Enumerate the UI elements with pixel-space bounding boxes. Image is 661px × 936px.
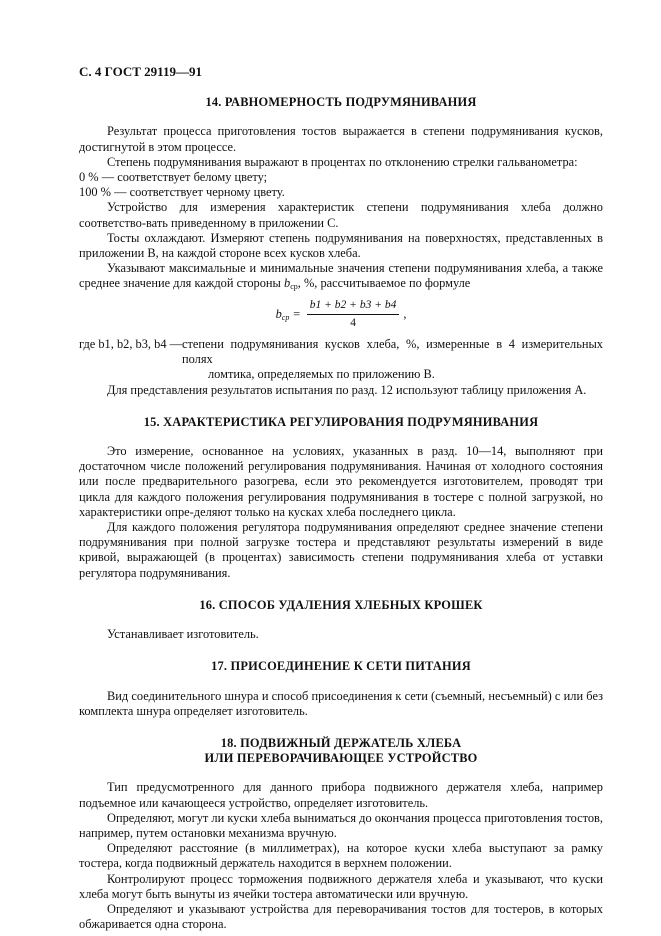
section-14-title: 14. РАВНОМЕРНОСТЬ ПОДРУМЯНИВАНИЯ	[205, 95, 477, 110]
paragraph: Тип предусмотренного для данного прибора подвижного держателя хлеба, например подъемное или качающееся устройство, определяет изготовитель.	[79, 780, 603, 810]
paragraph: Тосты охлаждают. Измеряют степень подрумянивания на поверхностях, представленных в приложении В, на каждой стороне всех кусков хлеба.	[79, 230, 603, 261]
paragraph: Определяют расстояние (в миллиметрах), на которое куски хлеба выступают за рамку тостера, когда подвижный держатель находится в верхнем положении.	[79, 841, 603, 871]
section-18	[79, 736, 603, 932]
paragraph: Для представления результатов испытания по разд. 12 используют таблицу приложения А.	[107, 382, 587, 397]
formula-lhs: $b_{ср}$ =	[275, 306, 301, 322]
formula-fraction	[307, 298, 400, 331]
formula-numerator: b1 + b2 + b3 + b4	[307, 298, 400, 315]
section-18-title-line1: 18. ПОДВИЖНЫЙ ДЕРЖАТЕЛЬ ХЛЕБА	[220, 735, 462, 750]
section-15-body	[79, 444, 603, 581]
paragraph: Контролируют процесс торможения подвижного держателя хлеба и указывают, что куски хлеба могут быть вынуты из ячейки тостера автоматически или вручную.	[79, 871, 603, 901]
paragraph: 0 % — соответствует белому цвету;	[79, 170, 268, 185]
section-17	[79, 659, 603, 719]
paragraph: Устройство для измерения характеристик степени подрумянивания хлеба должно соответство-вать приведенному в приложении С.	[79, 200, 603, 230]
paragraph	[79, 261, 603, 291]
section-15-title: 15. ХАРАКТЕРИСТИКА РЕГУЛИРОВАНИЯ ПОДРУМЯНИВАНИЯ	[143, 414, 539, 429]
section-17-title: 17. ПРИСОЕДИНЕНИЕ К СЕТИ ПИТАНИЯ	[211, 659, 471, 674]
section-14-body	[79, 124, 603, 397]
paragraph-part: , %, рассчитываемое по формуле	[297, 276, 471, 291]
section-14	[79, 95, 603, 398]
paragraph: Степень подрумянивания выражают в процентах по отклонению стрелки гальванометра:	[107, 154, 578, 169]
section-18-title-line2: ИЛИ ПЕРЕВОРАЧИВАЮЩЕЕ УСТРОЙСТВО	[204, 751, 478, 766]
paragraph: 100 % — соответствует черному цвету.	[79, 185, 285, 200]
variable-b: b	[283, 276, 291, 291]
section-16-title: 16. СПОСОБ УДАЛЕНИЯ ХЛЕБНЫХ КРОШЕК	[199, 597, 483, 612]
paragraph: Результат процесса приготовления тостов выражается в степени подрумянивания кусков, достигнутой в этом процессе.	[79, 124, 603, 154]
where-text-cont: ломтика, определяемых по приложению В.	[208, 367, 435, 382]
section-16	[79, 598, 603, 642]
section-18-title	[79, 736, 603, 766]
paragraph: Это измерение, основанное на условиях, указанных в разд. 10—14, выполняют при достаточном числе положений регулирования подрумянивания. Начиная от холодного состояния или после предварительного разогрева, если это рекомендуется изготовителем, проводят три цикла для каждого положения регулирования подрумянивания в тостере с полной загрузкой, но характеристики опре-деляют только на кусках хлеба последнего цикла.	[79, 444, 603, 519]
section-15	[79, 415, 603, 581]
variable-sub: ср	[290, 282, 298, 292]
where-block	[79, 337, 603, 367]
paragraph: Устанавливает изготовитель.	[107, 627, 259, 642]
formula-comma: ,	[403, 306, 407, 321]
paragraph: Вид соединительного шнура и способ присоединения к сети (съемный, несъемный) с или без комплекта шнура определяет изготовитель.	[79, 688, 603, 718]
page-header: С. 4 ГОСТ 29119—91	[79, 64, 202, 79]
paragraph: Определяют, могут ли куски хлеба выниматься до окончания процесса приготовления тостов, например, путем остановки механизма вручную.	[79, 810, 603, 840]
section-18-body	[79, 780, 603, 932]
paragraph-part: Указывают максимальные и минимальные значения степени подрумянивания хлеба, а также среднее значение для каждой стороны	[79, 261, 603, 291]
where-text: степени подрумянивания кусков хлеба, %, измеренные в 4 измерительных полях	[182, 337, 603, 367]
paragraph: Для каждого положения регулятора подрумянивания определяют среднее значение степени подрумянивания при полной загрузке тостера и представляют результаты измерений в виде кривой, выражающей (в процентах) зависимость степени подрумянивания хлеба от уставки регулятора подрумянивания.	[79, 520, 603, 580]
average-formula	[79, 298, 603, 331]
section-16-body	[79, 627, 603, 642]
section-17-body	[79, 689, 603, 719]
where-prefix: где b1, b2, b3, b4 —	[79, 337, 183, 352]
formula-denominator: 4	[350, 316, 356, 329]
paragraph: Определяют и указывают устройства для переворачивания тостов для тостеров, в которых обжаривается одна сторона.	[79, 901, 603, 932]
